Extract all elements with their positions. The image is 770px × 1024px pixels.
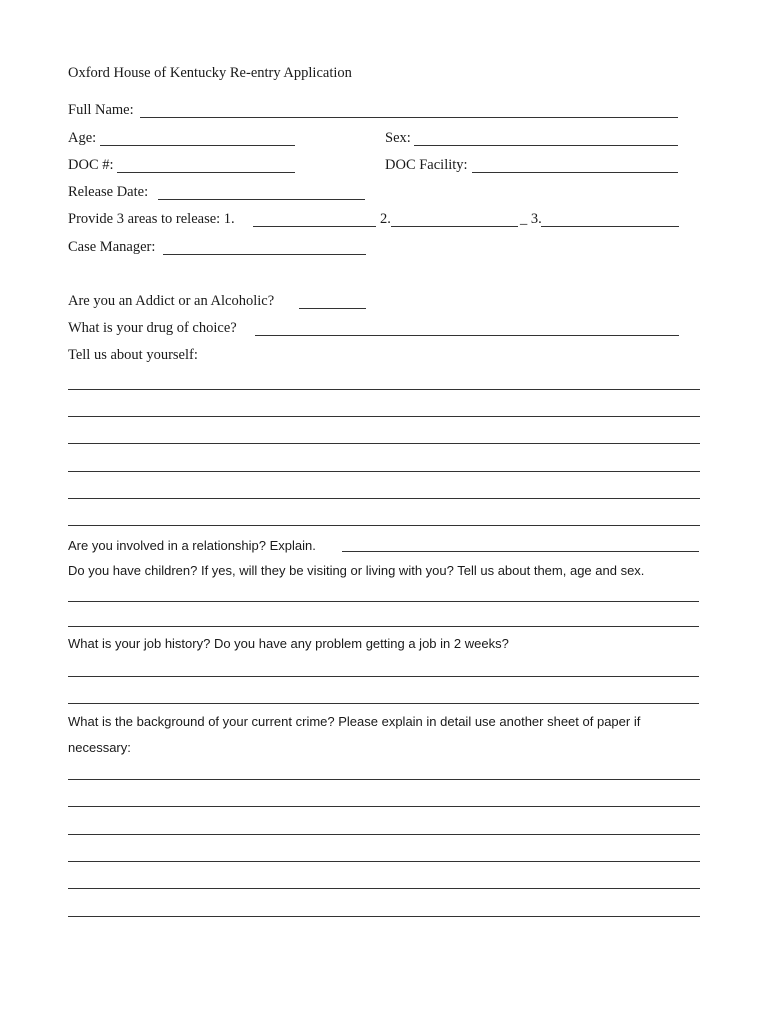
crime-answer-line[interactable] — [68, 861, 700, 862]
release-date-label: Release Date: — [68, 184, 149, 200]
release-area-1-field[interactable] — [253, 226, 376, 227]
crime-answer-line[interactable] — [68, 834, 700, 835]
about-yourself-line[interactable] — [68, 416, 700, 417]
sex-field[interactable] — [414, 145, 678, 146]
about-yourself-line[interactable] — [68, 471, 700, 472]
crime-answer-line[interactable] — [68, 779, 700, 780]
relationship-answer-field[interactable] — [342, 551, 699, 552]
release-areas-label: Provide 3 areas to release: 1. — [68, 211, 235, 227]
children-question: Do you have children? If yes, will they be visiting or living with you? Tell us about them, age and sex. — [68, 563, 645, 578]
release-area-3-label: _ 3. — [520, 211, 542, 227]
children-answer-line[interactable] — [68, 626, 699, 627]
about-yourself-line[interactable] — [68, 389, 700, 390]
job-question: What is your job history? Do you have any problem getting a job in 2 weeks? — [68, 636, 509, 651]
about-yourself-line[interactable] — [68, 443, 700, 444]
about-yourself-label: Tell us about yourself: — [68, 347, 198, 363]
crime-answer-line[interactable] — [68, 888, 700, 889]
addict-question: Are you an Addict or an Alcoholic? — [68, 293, 275, 309]
age-field[interactable] — [100, 145, 295, 146]
drug-question: What is your drug of choice? — [68, 320, 237, 336]
job-answer-line[interactable] — [68, 703, 699, 704]
relationship-question: Are you involved in a relationship? Explain. — [68, 538, 316, 553]
children-answer-line[interactable] — [68, 601, 699, 602]
crime-answer-line[interactable] — [68, 806, 700, 807]
drug-answer-field[interactable] — [255, 335, 679, 336]
crime-question: What is the background of your current crime? Please explain in detail use another sheet of paper if — [68, 714, 641, 729]
doc-facility-field[interactable] — [472, 172, 678, 173]
release-area-2-label: 2. — [380, 211, 391, 227]
case-manager-field[interactable] — [163, 254, 366, 255]
addict-answer-field[interactable] — [299, 308, 366, 309]
crime-question-continued: necessary: — [68, 740, 131, 755]
doc-facility-label: DOC Facility: — [385, 157, 468, 173]
full-name-label: Full Name: — [68, 102, 134, 118]
full-name-field[interactable] — [140, 117, 678, 118]
crime-answer-line[interactable] — [68, 916, 700, 917]
doc-number-field[interactable] — [117, 172, 295, 173]
release-area-2-field[interactable] — [391, 226, 518, 227]
sex-label: Sex: — [385, 130, 411, 146]
release-area-3-field[interactable] — [541, 226, 679, 227]
job-answer-line[interactable] — [68, 676, 699, 677]
about-yourself-line[interactable] — [68, 525, 700, 526]
case-manager-label: Case Manager: — [68, 239, 156, 255]
age-label: Age: — [68, 130, 97, 146]
doc-number-label: DOC #: — [68, 157, 114, 173]
release-date-field[interactable] — [158, 199, 365, 200]
form-title: Oxford House of Kentucky Re-entry Application — [68, 65, 352, 81]
about-yourself-line[interactable] — [68, 498, 700, 499]
